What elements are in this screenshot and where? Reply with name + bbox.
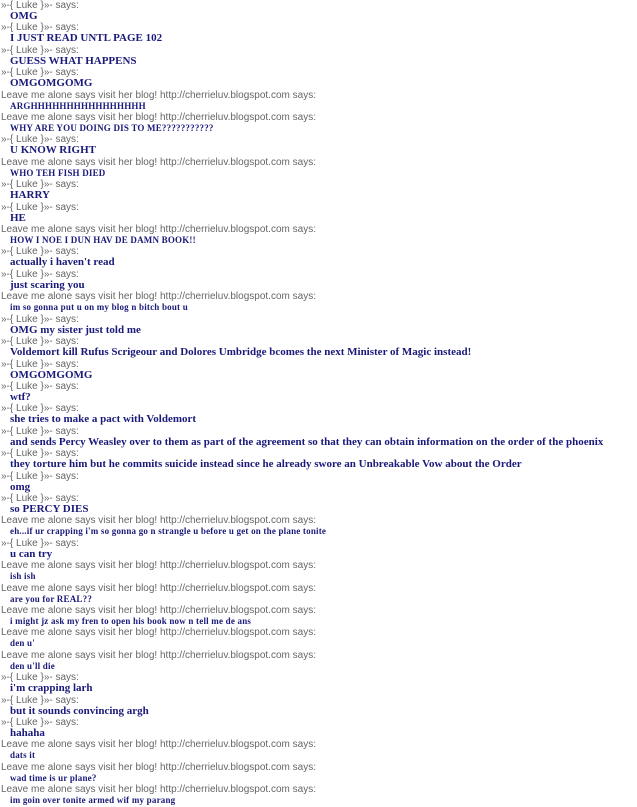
message-text: den u'll die (10, 660, 55, 671)
message-entry (0, 22, 637, 44)
message-entry (0, 314, 637, 336)
message-text: WHY ARE YOU DOING DIS TO ME??????????? (10, 123, 214, 134)
message-text: HARRY (10, 189, 50, 202)
sender-name-luke: »-{ Luke }»- says: (1, 403, 79, 415)
message-text: are you for REAL?? (10, 593, 93, 604)
sender-name-luke: »-{ Luke }»- says: (1, 492, 79, 504)
message-text: they torture him but he commits suicide instead since he already swore an Unbreakable Vow about the Order (10, 458, 522, 471)
message-text: HE (10, 211, 26, 224)
sender-name-luke: »-{ Luke }»- says: (1, 0, 79, 11)
sender-name-her: Leave me alone says visit her blog! http://cherrieluv.blogspot.com says: (1, 224, 316, 236)
sender-name-luke: »-{ Luke }»- says: (1, 134, 79, 146)
message-entry (0, 515, 637, 537)
message-entry (0, 291, 637, 313)
message-entry (0, 650, 637, 672)
message-text: omg (10, 480, 31, 493)
message-entry (0, 538, 637, 560)
message-entry (0, 179, 637, 201)
message-text: just scaring you (10, 278, 85, 291)
message-text: OMG (10, 10, 38, 22)
message-entry (0, 471, 637, 493)
message-entry (0, 583, 637, 605)
message-text: WHO TEH FISH DIED (10, 167, 106, 178)
message-entry (0, 605, 637, 627)
sender-name-her: Leave me alone says visit her blog! http://cherrieluv.blogspot.com says: (1, 649, 316, 661)
message-text: I JUST READ UNTL PAGE 102 (10, 32, 163, 45)
sender-name-her: Leave me alone says visit her blog! http://cherrieluv.blogspot.com says: (1, 156, 316, 168)
sender-name-luke: »-{ Luke }»- says: (1, 22, 79, 34)
sender-name-luke: »-{ Luke }»- says: (1, 44, 79, 56)
message-entry (0, 45, 637, 67)
message-text: OMG my sister just told me (10, 323, 141, 336)
sender-name-luke: »-{ Luke }»- says: (1, 717, 79, 728)
sender-name-luke: »-{ Luke }»- says: (1, 380, 79, 392)
sender-name-luke: »-{ Luke }»- says: (1, 694, 79, 706)
sender-name-luke: »-{ Luke }»- says: (1, 67, 79, 79)
message-text: i'm crapping larh (10, 682, 93, 695)
message-entry (0, 90, 637, 112)
message-entry (0, 0, 637, 22)
sender-name-luke: »-{ Luke }»- says: (1, 179, 79, 191)
message-entry (0, 493, 637, 515)
sender-name-her: Leave me alone says visit her blog! http://cherrieluv.blogspot.com says: (1, 89, 316, 101)
message-entry (0, 426, 637, 448)
message-entry (0, 112, 637, 134)
message-text: wtf? (10, 390, 31, 403)
message-text: so PERCY DIES (10, 502, 89, 515)
message-entry (0, 672, 637, 694)
sender-name-luke: »-{ Luke }»- says: (1, 425, 79, 437)
message-entry (0, 717, 637, 739)
sender-name-her: Leave me alone says visit her blog! http://cherrieluv.blogspot.com says: (1, 784, 316, 796)
message-entry (0, 762, 637, 784)
sender-name-her: Leave me alone says visit her blog! http://cherrieluv.blogspot.com says: (1, 582, 316, 594)
message-text: u can try (10, 547, 53, 560)
message-entry (0, 224, 637, 246)
message-text: ish ish (10, 571, 36, 582)
sender-name-her: Leave me alone says visit her blog! http://cherrieluv.blogspot.com says: (1, 627, 316, 639)
message-entry (0, 246, 637, 268)
message-text: im goin over tonite armed wif my parang (10, 795, 176, 806)
message-entry (0, 560, 637, 582)
message-entry (0, 448, 637, 470)
message-text: dats it (10, 750, 36, 761)
sender-name-luke: »-{ Luke }»- says: (1, 537, 79, 549)
message-entry (0, 67, 637, 89)
message-entry (0, 381, 637, 403)
message-text: OMGOMGOMG (10, 368, 93, 381)
message-entry (0, 134, 637, 156)
message-entry (0, 739, 637, 761)
message-text: wad time is ur plane? (10, 772, 97, 783)
sender-name-luke: »-{ Luke }»- says: (1, 268, 79, 280)
message-text: actually i haven't read (10, 256, 115, 269)
message-entry (0, 202, 637, 224)
message-entry (0, 269, 637, 291)
message-entry (0, 403, 637, 425)
sender-name-luke: »-{ Luke }»- says: (1, 672, 79, 684)
message-text: she tries to make a pact with Voldemort (10, 413, 197, 426)
sender-name-luke: »-{ Luke }»- says: (1, 448, 79, 460)
message-entry (0, 359, 637, 381)
sender-name-luke: »-{ Luke }»- says: (1, 358, 79, 370)
message-text: HOW I NOE I DUN HAV DE DAMN BOOK!! (10, 235, 196, 246)
sender-name-luke: »-{ Luke }»- says: (1, 313, 79, 325)
message-entry (0, 695, 637, 717)
sender-name-her: Leave me alone says visit her blog! http://cherrieluv.blogspot.com says: (1, 739, 316, 751)
message-text: hahaha (10, 727, 45, 739)
sender-name-luke: »-{ Luke }»- says: (1, 246, 79, 258)
message-text: U KNOW RIGHT (10, 144, 96, 157)
message-text: im so gonna put u on my blog n bitch bout u (10, 302, 188, 313)
message-text: but it sounds convincing argh (10, 704, 149, 717)
sender-name-luke: »-{ Luke }»- says: (1, 470, 79, 482)
message-text: Voldemort kill Rufus Scrigeour and Dolores Umbridge bcomes the next Minister of Magic instead! (10, 346, 472, 359)
sender-name-her: Leave me alone says visit her blog! http://cherrieluv.blogspot.com says: (1, 515, 316, 527)
sender-name-her: Leave me alone says visit her blog! http://cherrieluv.blogspot.com says: (1, 604, 316, 616)
sender-name-her: Leave me alone says visit her blog! http://cherrieluv.blogspot.com says: (1, 291, 316, 303)
sender-name-her: Leave me alone says visit her blog! http://cherrieluv.blogspot.com says: (1, 761, 316, 773)
sender-name-luke: »-{ Luke }»- says: (1, 336, 79, 348)
message-entry (0, 336, 637, 358)
sender-name-her: Leave me alone says visit her blog! http://cherrieluv.blogspot.com says: (1, 560, 316, 572)
message-text: eh...if ur crapping i'm so gonna go n strangle u before u get on the plane tonite (10, 526, 327, 537)
message-text: i might jz ask my fren to open his book now n tell me de ans (10, 615, 252, 626)
message-text: den u' (10, 638, 35, 649)
message-entry (0, 157, 637, 179)
message-text: OMGOMGOMG (10, 77, 93, 90)
message-entry (0, 627, 637, 649)
sender-name-her: Leave me alone says visit her blog! http://cherrieluv.blogspot.com says: (1, 112, 316, 124)
sender-name-luke: »-{ Luke }»- says: (1, 201, 79, 213)
message-text: GUESS WHAT HAPPENS (10, 54, 137, 67)
message-text: and sends Percy Weasley over to them as part of the agreement so that they can obtain information on the order of the phoenix (10, 435, 604, 448)
message-text: ARGHHHHHHHHHHHHHHHH (10, 100, 146, 111)
message-entry (0, 784, 637, 806)
